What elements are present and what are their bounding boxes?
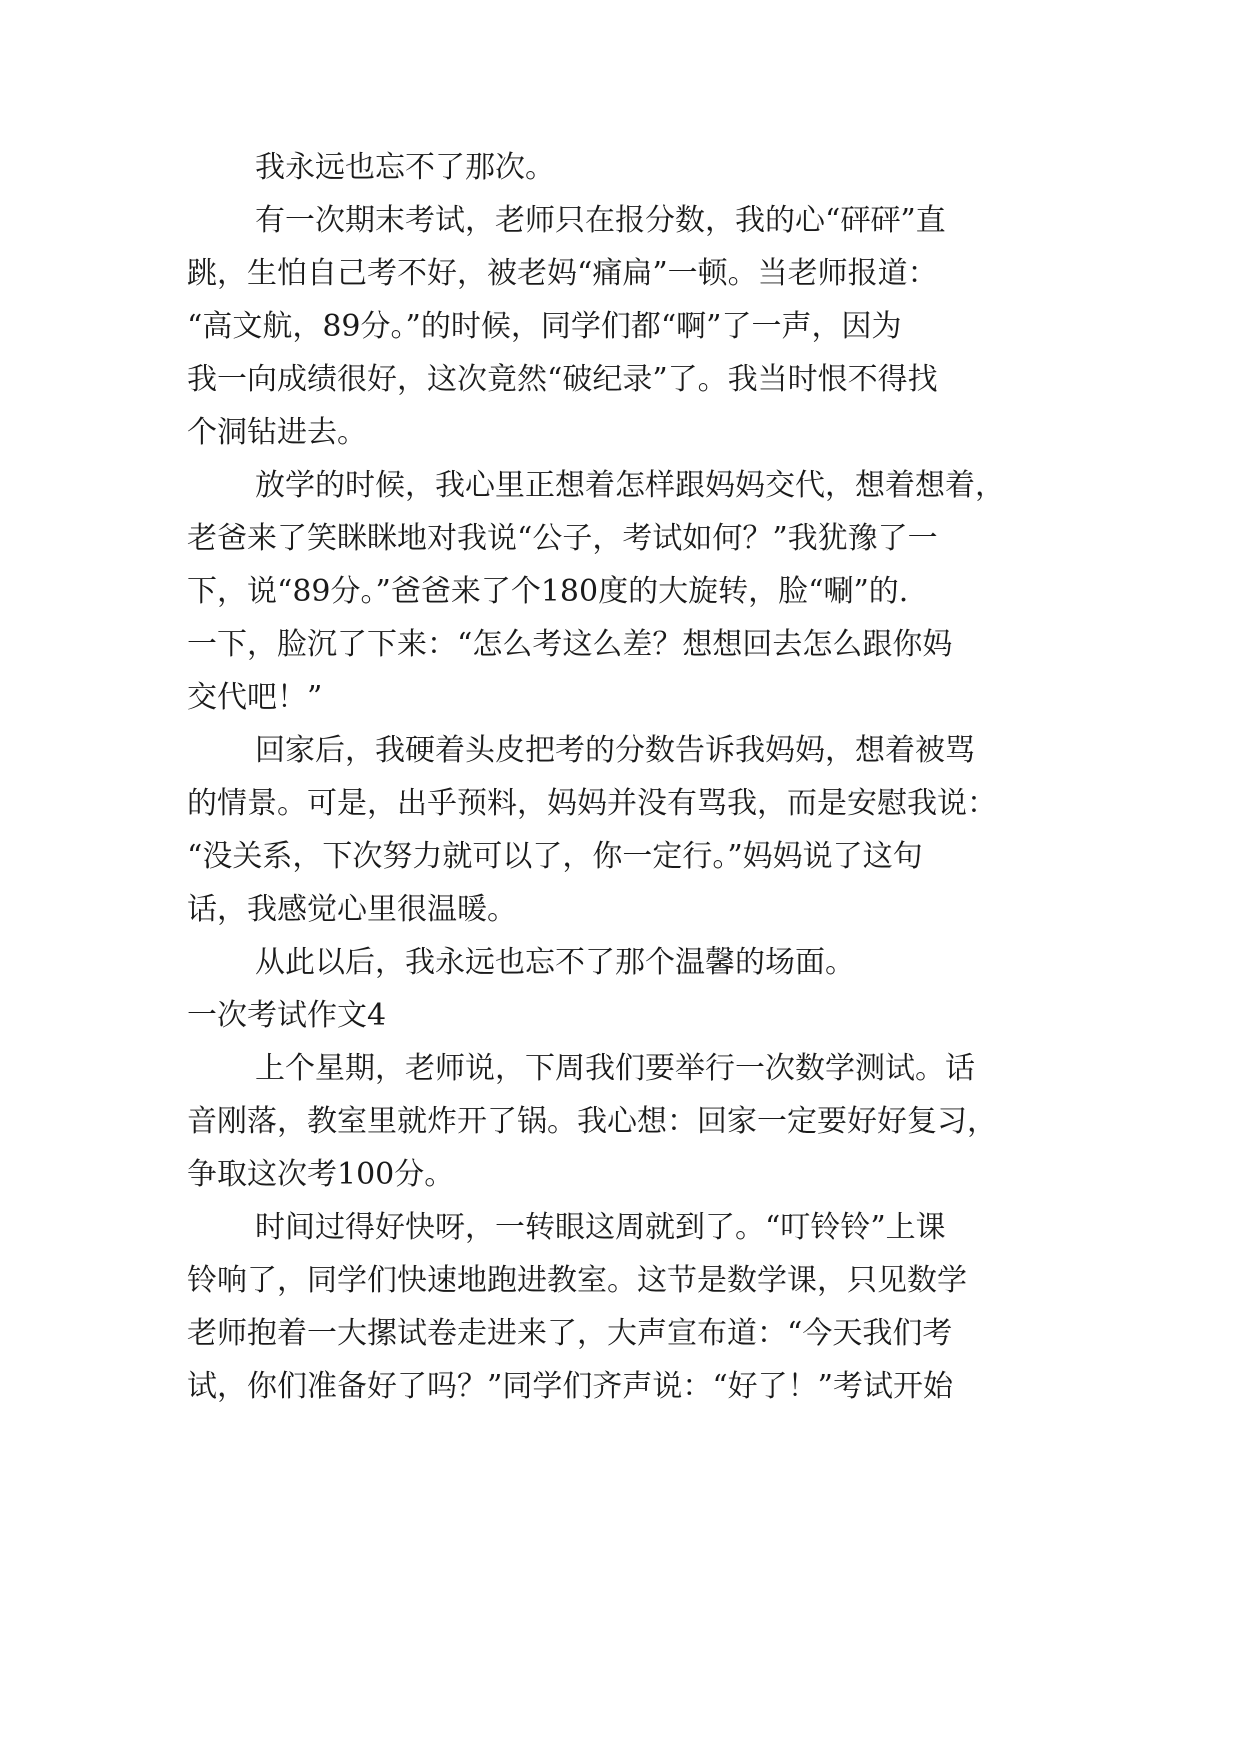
paragraph-line: 音刚落，教室里就炸开了锅。我心想：回家一定要好好复习， [187,1104,997,1139]
paragraph-line: “高文航，89分。”的时候，同学们都“啊”了一声，因为 [187,309,902,344]
paragraph-line: “没关系，下次努力就可以了，你一定行。”妈妈说了这句 [187,839,923,874]
paragraph-line: 从此以后，我永远也忘不了那个温馨的场面。 [255,945,855,980]
paragraph-line: 个洞钻进去。 [187,415,367,450]
paragraph-line: 一下，脸沉了下来：“怎么考这么差？想想回去怎么跟你妈 [187,627,953,662]
paragraph-line: 老爸来了笑眯眯地对我说“公子，考试如何？”我犹豫了一 [187,521,938,556]
paragraph-line: 跳，生怕自己考不好，被老妈“痛扁”一顿。当老师报道： [187,256,938,291]
paragraph-line: 有一次期末考试，老师只在报分数，我的心“砰砰”直 [255,203,946,238]
paragraph-line: 话，我感觉心里很温暖。 [187,892,517,927]
paragraph-line: 交代吧！” [187,680,323,715]
paragraph-line: 下，说“89分。”爸爸来了个180度的大旋转，脸“唰”的. [187,574,909,609]
paragraph-line: 我一向成绩很好，这次竟然“破纪录”了。我当时恨不得找 [187,362,938,397]
paragraph-line: 的情景。可是，出乎预料，妈妈并没有骂我，而是安慰我说： [187,786,997,821]
paragraph-line: 我永远也忘不了那次。 [255,150,555,185]
paragraph-line: 时间过得好快呀，一转眼这周就到了。“叮铃铃”上课 [255,1210,946,1245]
section-heading: 一次考试作文4 [187,998,387,1033]
paragraph-line: 回家后，我硬着头皮把考的分数告诉我妈妈，想着被骂 [255,733,975,768]
paragraph-line: 老师抱着一大摞试卷走进来了，大声宣布道：“今天我们考 [187,1316,953,1351]
paragraph-line: 试，你们准备好了吗？”同学们齐声说：“好了！”考试开始 [187,1369,954,1404]
paragraph-line: 争取这次考100分。 [187,1157,455,1192]
paragraph-line: 上个星期，老师说，下周我们要举行一次数学测试。话 [255,1051,975,1086]
paragraph-line: 放学的时候，我心里正想着怎样跟妈妈交代，想着想着， [255,468,1005,503]
paragraph-line: 铃响了，同学们快速地跑进教室。这节是数学课，只见数学 [187,1263,967,1298]
